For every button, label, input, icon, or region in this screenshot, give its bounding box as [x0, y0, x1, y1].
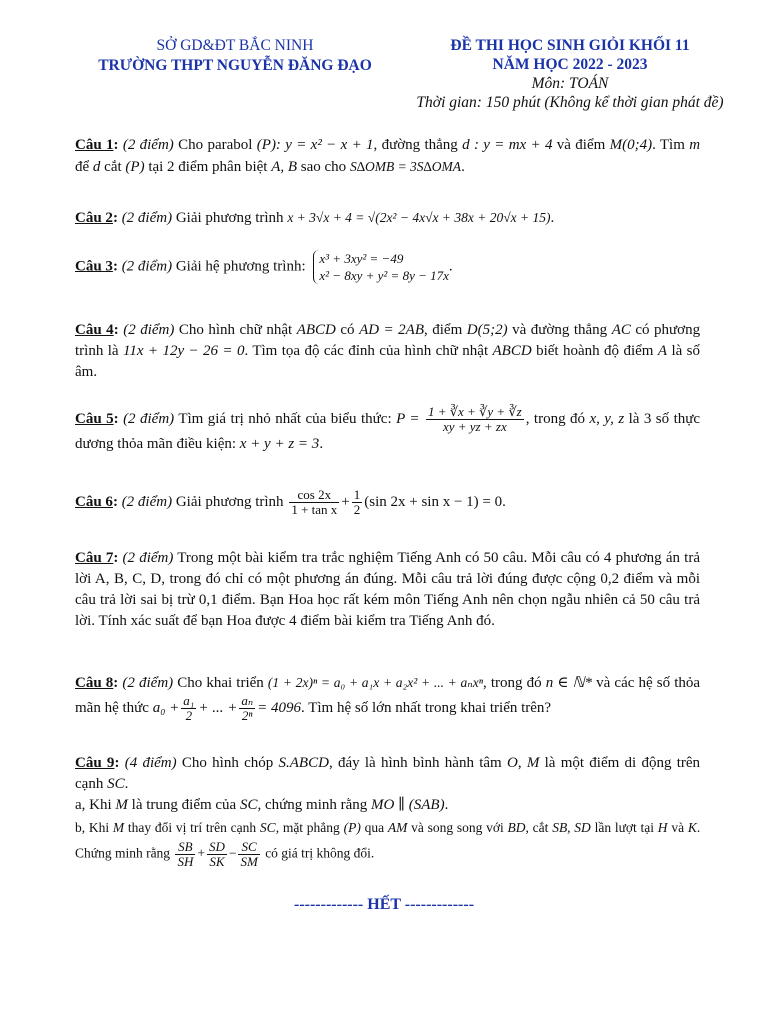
text: cắt: [104, 159, 122, 175]
numerator: aₙ: [241, 693, 254, 708]
math: A: [657, 343, 668, 359]
text: Giải hệ phương trình:: [175, 258, 306, 275]
text: và các hệ số thỏa mãn hệ thức: [75, 675, 701, 716]
text: Cho khai triển: [177, 675, 264, 691]
text: Cho hình chóp: [181, 755, 274, 771]
text: Cho hình chữ nhật: [178, 322, 293, 338]
math: 11x + 12y − 26 = 0: [122, 343, 245, 359]
question-points: (2 điểm): [123, 410, 175, 427]
text: , đường thẳng: [373, 137, 458, 153]
time-limit: Thời gian: 150 phút (Không kể thời gian phát đề): [416, 94, 724, 111]
department-name: SỞ GD&ĐT BẮC NINH: [156, 37, 314, 54]
question-2: Câu 2: (2 điểm) Giải phương trình x + 3√x + 4 = √(2x² − 4x√x + 38x + 20√x + 15).: [75, 210, 555, 226]
math: P =: [396, 410, 420, 427]
question-label: Câu 4: [75, 322, 114, 338]
denominator: 2: [353, 502, 361, 517]
text: là trung điểm của: [131, 797, 237, 813]
text: và đường thẳng: [512, 322, 608, 338]
fraction: [239, 694, 255, 723]
question-label: Câu 8: [75, 675, 114, 691]
question-points: (2 điểm): [121, 258, 173, 275]
text: có giá trị không đổi.: [265, 845, 375, 861]
math: (P): [125, 159, 145, 175]
text: để: [75, 159, 90, 175]
fraction: [207, 840, 227, 869]
math: MO ∥ (SAB): [371, 797, 445, 813]
math: M: [526, 755, 540, 771]
text: là số âm.: [75, 343, 701, 380]
math: K: [687, 820, 697, 835]
text: , đáy là hình bình hành tâm: [328, 755, 502, 771]
text: sao cho: [300, 159, 347, 175]
text: Tìm giá trị nhỏ nhất của biểu thức:: [178, 410, 392, 427]
exam-info-block: [400, 36, 740, 112]
text: , trong đó: [482, 675, 542, 691]
text: . Chứng minh rằng: [75, 820, 701, 861]
text: .: [550, 210, 555, 226]
text: có: [340, 322, 355, 338]
math: d : y = mx + 4: [462, 137, 553, 153]
question-points: (2 điểm): [122, 675, 174, 691]
math: (P): [343, 820, 361, 835]
text: biết hoành độ điểm: [536, 343, 654, 359]
math: AD = 2AB: [359, 322, 425, 338]
numerator: a₁: [183, 693, 195, 708]
denominator: xy + yz + zx: [442, 419, 507, 434]
question-label: Câu 5: [75, 410, 114, 427]
math: AM: [387, 820, 408, 835]
text: là 3 số thực dương thỏa mãn điều kiện:: [75, 410, 701, 452]
fraction: [238, 840, 259, 869]
numerator: SB: [175, 840, 195, 855]
question-points: (2 điểm): [123, 322, 175, 338]
text: . Tìm: [652, 137, 685, 153]
math: d: [92, 159, 101, 175]
question-4: Câu 4: (2 điểm) Cho hình chữ nhật ABCD có AD = 2AB, điểm D(5;2) và đường thẳng AC có phương trình là 11x + 12y − 26 = 0. Tìm tọa độ các đỉnh của hình chữ nhật ABCD biết hoành độ điểm A là số âm.: [75, 322, 701, 380]
math: A, B: [271, 159, 298, 175]
fraction: [289, 488, 339, 517]
text: , mặt phẳng: [275, 820, 340, 835]
question-label: Câu 7: [75, 550, 114, 566]
equation-2: x² − 8xy + y² = 8y − 17x: [319, 268, 449, 283]
math: O: [506, 755, 518, 771]
text: có phương trình là: [75, 322, 701, 359]
text: lần lượt tại: [594, 820, 655, 835]
denominator: 1 + tan x: [291, 502, 338, 517]
text: và: [671, 820, 685, 835]
question-label: Câu 3: [75, 258, 113, 275]
equation-1: x³ + 3xy² = −49: [319, 251, 404, 266]
math: ABCD: [492, 343, 532, 359]
math: SC: [239, 797, 258, 813]
denominator: 2: [185, 708, 193, 723]
math: +: [341, 493, 350, 510]
question-9: Câu 9: (4 điểm) Cho hình chóp S.ABCD, đáy là hình bình hành tâm O, M là một điểm di động trên cạnh SC. a, Khi M là trung điểm của SC, chứng minh rằng MO ∥ (SAB). b, Khi M thay đổi vị trí trên cạnh SC, mặt phẳng (P) qua AM và song song với BD, cắt SB, SD lần lượt tại H và K. Chứng minh rằng $\frac{SB}{SH}$ + $\frac{SD}{SK}$ − $\frac{SC}{SM}$ có giá trị không đổi.: [75, 755, 701, 869]
math: x + y + z = 3: [239, 436, 320, 452]
text: Cho parabol: [178, 137, 253, 153]
math: H: [657, 820, 668, 835]
denominator: SH: [177, 854, 194, 869]
numerator: 1 + ∛x + ∛y + ∛z: [427, 404, 522, 419]
math: SC: [259, 820, 276, 835]
school-year: NĂM HỌC 2022 - 2023: [492, 56, 648, 73]
math: + ... +: [198, 699, 238, 716]
text: .: [448, 258, 453, 275]
fraction: [175, 840, 195, 869]
exam-title: ĐỀ THI HỌC SINH GIỎI KHỐI 11: [450, 37, 690, 54]
math: S.ABCD: [278, 755, 329, 771]
math: n ∈ ℕ*: [545, 675, 593, 691]
question-label: Câu 9: [75, 755, 115, 771]
question-points: (2 điểm): [122, 137, 174, 153]
math: AC: [611, 322, 631, 338]
math: M(0;4): [609, 137, 653, 153]
math: BD: [507, 820, 526, 835]
text: b, Khi: [75, 820, 110, 835]
fraction: [352, 488, 363, 517]
question-points: (4 điểm): [124, 755, 177, 771]
math: a₀ +: [152, 699, 180, 716]
text: qua: [364, 820, 385, 835]
text: .: [124, 776, 129, 792]
school-block: [70, 36, 400, 76]
text: , cắt: [525, 820, 549, 835]
question-points: (2 điểm): [121, 210, 173, 226]
math: (1 + 2x)ⁿ = a₀ + a₁x + a₂x² + ... + aₙxⁿ: [267, 675, 483, 690]
denominator: SK: [209, 854, 225, 869]
math: = 4096: [257, 699, 301, 716]
part-a: [75, 795, 700, 816]
math: m: [689, 137, 701, 153]
text: , trong đó: [525, 410, 586, 427]
question-7: Câu 7: (2 điểm) Trong một bài kiểm tra trắc nghiệm Tiếng Anh có 50 câu. Mỗi câu có 4 phương án trả lời A, B, C, D, trong đó chỉ có một phương án đúng. Mỗi câu trả lời đúng được cộng 0,2 điểm và mỗi câu trả lời sai bị trừ 0,1 điểm. Bạn Hoa học rất kém môn Tiếng Anh nên chọn ngẫu nhiên cả 50 câu trả lời. Tính xác suất để bạn Hoa được 4 điểm bài kiểm tra Tiếng Anh đó.: [75, 550, 701, 629]
math: ABCD: [296, 322, 336, 338]
part-b: b, Khi M thay đổi vị trí trên cạnh SC, mặt phẳng (P) qua AM và song song với BD, cắt SB, SD lần lượt tại H và K. Chứng minh rằng $\frac{SB}{SH}$ + $\frac{SD}{SK}$ − $\frac{SC}{SM}$ có giá trị không đổi.: [75, 820, 701, 869]
numerator: 1: [353, 487, 361, 502]
text: , chứng minh rằng: [257, 797, 368, 813]
math: M: [115, 797, 128, 813]
text: ,: [517, 755, 522, 771]
end-marker: ------------- HẾT -------------: [293, 896, 475, 913]
text: Giải phương trình: [175, 493, 284, 510]
question-points: (2 điểm): [122, 550, 174, 566]
math: x + 3√x + 4 = √(2x² − 4x√x + 38x + 20√x + 15): [287, 210, 551, 225]
question-8: Câu 8: (2 điểm) Cho khai triển (1 + 2x)ⁿ = a₀ + a₁x + a₂x² + ... + aₙxⁿ, trong đó n ∈ ℕ* và các hệ số thỏa mãn hệ thức a₀ + $\frac{\text{a₁}}{2}$ + ... + $\frac{\text{aₙ}}{\text{2ⁿ}}$ = 4096. Tìm hệ số lớn nhất trong khai triển trên?: [75, 675, 701, 723]
text: . Tìm hệ số lớn nhất trong khai triển trên?: [300, 699, 552, 716]
text: .: [319, 436, 324, 452]
text: , điểm: [424, 322, 463, 338]
text: a, Khi: [75, 797, 112, 813]
text: .: [502, 493, 506, 510]
fraction: [426, 405, 524, 434]
denominator: 2ⁿ: [241, 708, 253, 723]
question-label: Câu 1: [75, 137, 114, 153]
question-body: Trong một bài kiểm tra trắc nghiệm Tiếng Anh có 50 câu. Mỗi câu có 4 phương án trả lời A, B, C, D, trong đó chỉ có một phương án đúng. Mỗi câu trả lời đúng được cộng 0,2 điểm và mỗi câu trả lời sai bị trừ 0,1 điểm. Bạn Hoa học rất kém môn Tiếng Anh nên chọn ngẫu nhiên cả 50 câu trả lời. Tính xác suất để bạn Hoa được 4 điểm bài kiểm tra Tiếng Anh đó.: [75, 550, 701, 629]
numerator: SD: [208, 839, 225, 854]
numerator: cos 2x: [289, 488, 339, 503]
subject: Môn: TOÁN: [531, 75, 609, 92]
text: .: [444, 797, 449, 813]
exam-header: [0, 36, 768, 116]
fraction: [181, 694, 196, 723]
math: SB, SD: [552, 820, 591, 835]
text: thay đổi vị trí trên cạnh: [127, 820, 257, 835]
math: S∆OMB = 3S∆OMA: [349, 159, 462, 174]
question-points: (2 điểm): [121, 493, 173, 510]
denominator: SM: [240, 854, 258, 869]
math: (P): y = x² − x + 1: [256, 137, 374, 153]
text: và song song với: [411, 820, 504, 835]
question-5: Câu 5: (2 điểm) Tìm giá trị nhỏ nhất của biểu thức: P = $\frac{1 + ∛x + ∛y + ∛z}{xy + yz + zx}$ , trong đó x, y, z là 3 số thực dương thỏa mãn điều kiện: x + y + z = 3.: [75, 404, 701, 452]
text: và điểm: [556, 137, 606, 153]
math: x, y, z: [589, 410, 625, 427]
numerator: SC: [238, 840, 259, 855]
math: M: [112, 820, 125, 835]
question-3: Câu 3: (2 điểm) Giải hệ phương trình: x³ + 3xy² = −49 x² − 8xy + y² = 8y − 17x .: [75, 251, 453, 283]
question-label: Câu 6: [75, 493, 113, 510]
math: D(5;2): [466, 322, 508, 338]
text: . Tìm tọa độ các đỉnh của hình chữ nhật: [244, 343, 489, 359]
school-name: TRƯỜNG THPT NGUYỄN ĐĂNG ĐẠO: [98, 57, 372, 74]
math: (sin 2x + sin x − 1) = 0: [364, 493, 503, 510]
text: tại 2 điểm phân biệt: [148, 159, 268, 175]
text: Giải phương trình: [175, 210, 284, 226]
math: SC: [107, 776, 125, 792]
equation-system: [313, 250, 449, 284]
question-6: Câu 6: (2 điểm) Giải phương trình $\frac{\cos 2x}{\text{1 + tan x}}$ + $\frac{1}{2}$ (sin 2x + sin x − 1) = 0.: [75, 487, 506, 517]
question-1: Câu 1: (2 điểm) Cho parabol (P): y = x² − x + 1, đường thẳng d : y = mx + 4 và điểm M(0;4). Tìm m để d cắt (P) tại 2 điểm phân biệt A, B sao cho S∆OMB = 3S∆OMA.: [75, 137, 701, 175]
question-label: Câu 2: [75, 210, 113, 226]
text: là một điểm di động trên cạnh: [75, 755, 701, 792]
text: .: [461, 159, 465, 175]
